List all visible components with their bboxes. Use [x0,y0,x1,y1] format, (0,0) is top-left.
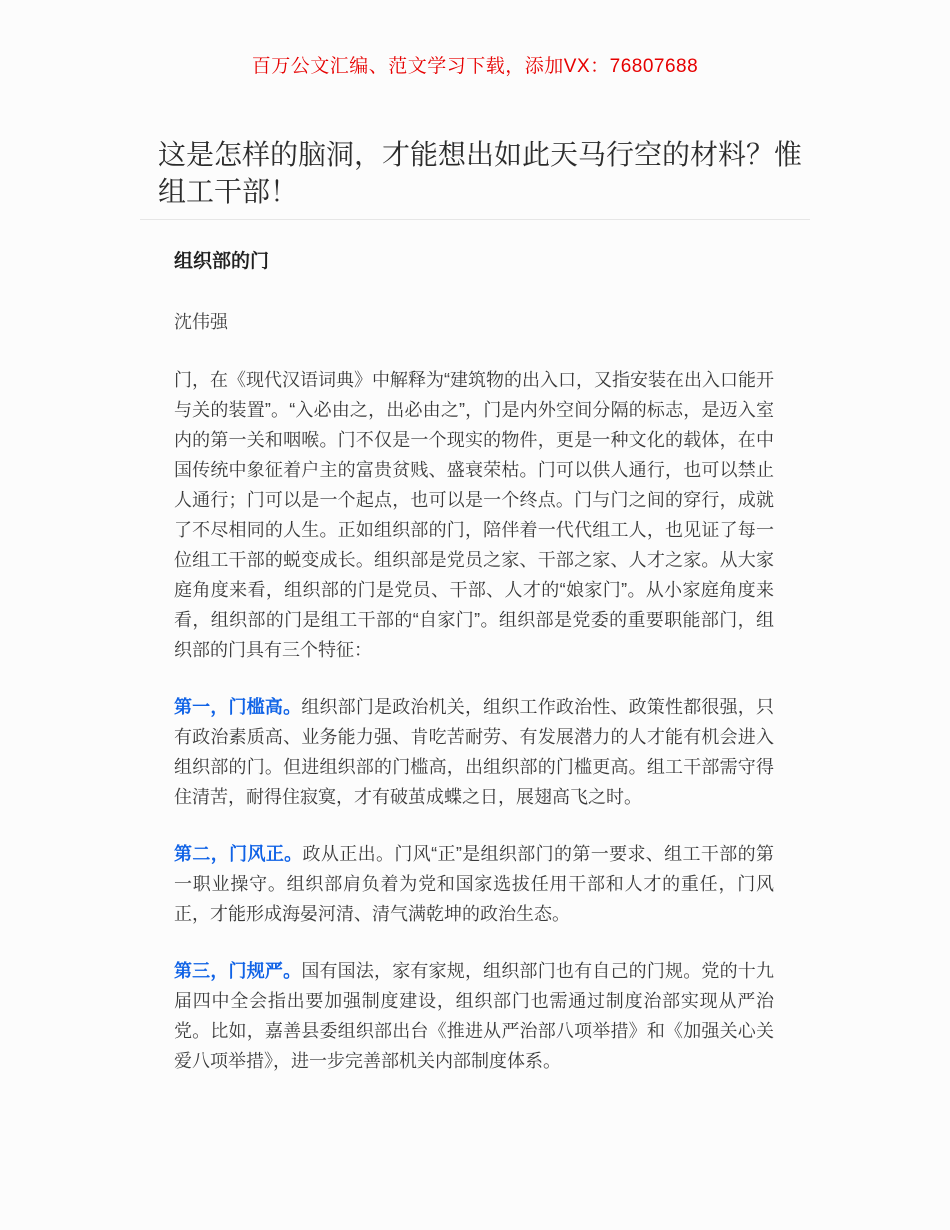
paragraph-text: 门，在《现代汉语词典》中解释为“建筑物的出入口，又指安装在出入口能开与关的装置”。“入必由之，出必由之”，门是内外空间分隔的标志，是迈入室内的第一关和咽喉。门不仅是一个现实的物件，更是一种文化的载体，在中国传统中象征着户主的富贵贫贱、盛衰荣枯。门可以供人通行，也可以禁止人通行；门可以是一个起点，也可以是一个终点。门与门之间的穿行，成就了不尽相同的人生。正如组织部的门，陪伴着一代代组工人，也见证了每一位组工干部的蜕变成长。组织部是党员之家、干部之家、人才之家。从大家庭角度来看，组织部的门是党员、干部、人才的“娘家门”。从小家庭角度来看，组织部的门是组工干部的“自家门”。组织部是党委的重要职能部门，组织部的门具有三个特征： [174,370,774,660]
article-paragraph [174,839,774,929]
paragraph-text: 组织部门是政治机关，组织工作政治性、政策性都很强，只有政治素质高、业务能力强、肯吃苦耐劳、有发展潜力的人才能有机会进入组织部的门。但进组织部的门槛高，出组织部的门槛更高。组工干部需守得住清苦，耐得住寂寞，才有破茧成蝶之日，展翅高飞之时。 [174,697,774,807]
article-paragraph [174,956,774,1076]
article-content [174,249,774,1076]
page-title: 这是怎样的脑洞，才能想出如此天马行空的材料？惟组工干部！ [158,139,803,207]
paragraph-lead: 第三，门规严。 [174,961,302,981]
article-heading: 组织部的门 [174,251,270,272]
article-paragraph [174,692,774,812]
paragraph-lead: 第一，门槛高。 [174,697,302,717]
article-paragraphs [174,365,774,1076]
header-notice: 百万公文汇编、范文学习下载，添加VX：76807688 [251,56,699,77]
article-author: 沈伟强 [174,312,228,332]
paragraph-text: 政从正出。门风“正”是组织部门的第一要求、组工干部的第一职业操守。组织部肩负着为党和国家选拔任用干部和人才的重任，门风正，才能形成海晏河清、清气满乾坤的政治生态。 [174,844,774,924]
title-divider [140,219,810,220]
article-paragraph [174,365,774,665]
paragraph-text: 国有国法，家有家规，组织部门也有自己的门规。党的十九届四中全会指出要加强制度建设，组织部门也需通过制度治部实现从严治党。比如，嘉善县委组织部出台《推进从严治部八项举措》和《加强关心关爱八项举措》，进一步完善部机关内部制度体系。 [174,961,774,1071]
paragraph-lead: 第二，门风正。 [174,844,303,864]
